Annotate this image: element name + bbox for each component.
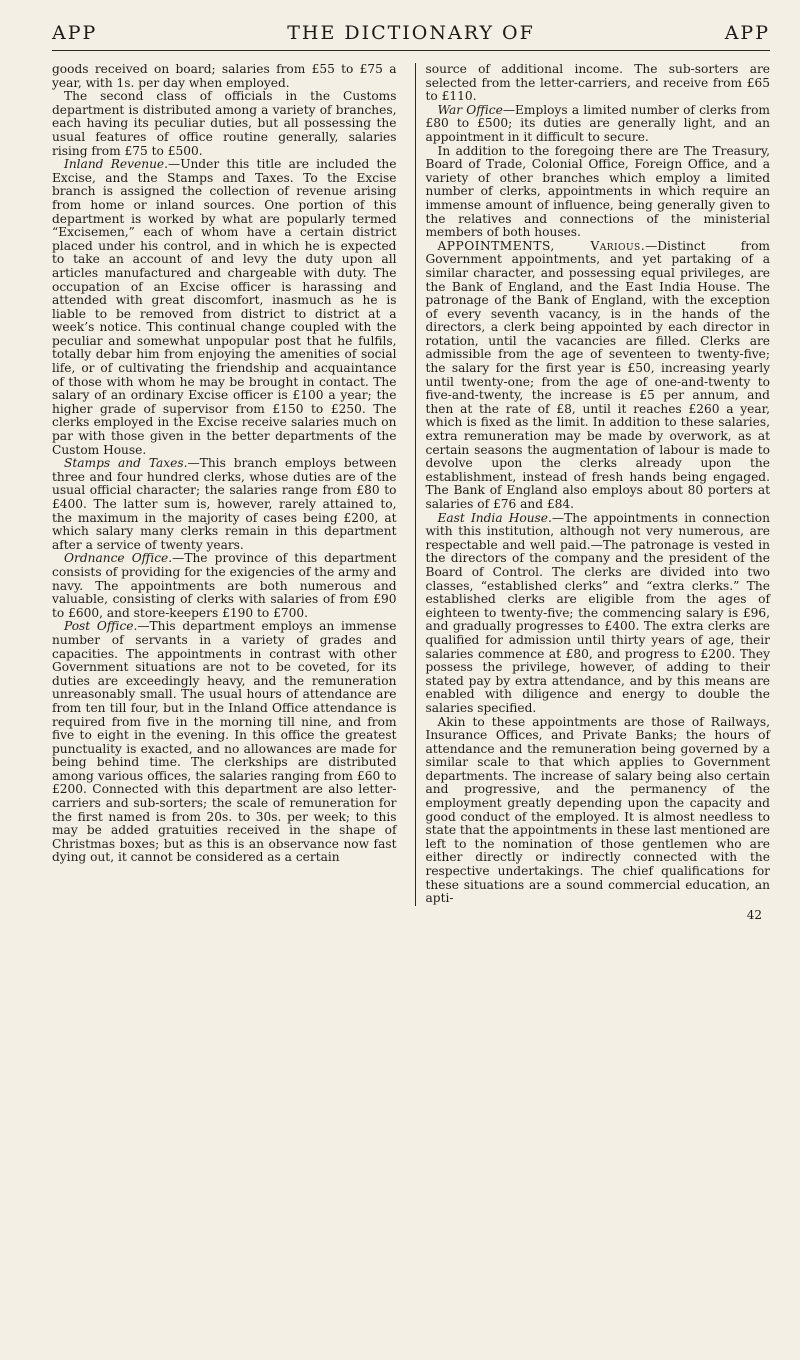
right-column [415,63,771,906]
entry-heading: Ordnance Office. [64,551,173,566]
paragraph [426,716,771,906]
paragraph [52,552,397,620]
entry-heading: APPOINTMENTS, Various. [437,238,646,253]
paragraph [52,63,397,90]
paragraph [426,63,771,104]
paragraph [426,512,771,716]
paragraph [426,145,771,240]
entry-heading: Post Office. [64,619,138,634]
paragraph-text: In addition to the foregoing there are The Treasury, Board of Trade, Colonial Office, Foreign Office, and a variety of other branches which employ a limited number of clerks, appointments in which require an immense amount of influence, being generally given to the relatives and connections of the ministerial members of both houses. [425,143,770,240]
paragraph [52,90,397,158]
header-right: APP [724,22,770,44]
entry-heading: Inland Revenue. [64,157,168,172]
header-left: APP [52,22,98,44]
paragraph-text: —This branch employs between three and four hundred clerks, whose duties are of the usual official character; the salaries range from £80 to £400. The latter sum is, however, rarely attained to, the maximum in the majority of cases being £200, at which salary many clerks remain in this department after a service of twenty years. [52,456,397,552]
paragraph-text: Akin to these appointments are those of Railways, Insurance Offices, and Private Banks; the hours of attendance and the remuneration being governed by a similar scale to that which applies to Government departments. The increase of salary being also certain and progressive, and the permanency of the employment greatly depending upon the capacity and good conduct of the employed. It is almost needless to state that the appointments in these last mentioned are left to the nomination of those gentlemen who are either directly or indirectly connected with the respective undertakings. The chief qualifications for these situations are a sound commercial education, an apti- [425,714,770,906]
paragraph-text: goods received on board; salaries from £55 to £75 a year, with 1s. per day when employed. [52,62,397,90]
paragraph-text: —The province of this department consists of providing for the exigencies of the army and navy. The appointments are both numerous and valuable, consisting of clerks with salaries of from £90 to £600, and store-keepers £190 to £700. [52,551,397,620]
left-column [52,63,397,906]
folio: 42 [746,907,762,922]
header-title: THE DICTIONARY OF [287,22,535,44]
entry-heading: War Office [437,102,503,117]
paragraph [426,240,771,512]
text-columns [52,63,770,906]
paragraph-text: —Under this title are included the Excise, and the Stamps and Taxes. To the Excise branch is assigned the collection of revenue arising from home or inland sources. One portion of this department is worked by what are popularly termed “Excisemen,” each of whom have a certain district placed under his control, and in which he is expected to take an account of and levy the duty upon all articles manufactured and chargeable with duty. The occupation of an Excise officer is harassing and attended with great discomfort, inasmuch as he is liable to be removed from district to district at a week’s notice. This continual change coupled with the peculiar and somewhat unpopular post that he fulfils, totally debar him from enjoying the amenities of social life, or of cultivating the friendship and acquaintance of those with whom he may be brought in contact. The salary of an ordinary Excise officer is £100 a year; the higher grade of supervisor from £150 to £250. The clerks employed in the Excise receive salaries much on par with those given in the better departments of the Custom House. [52,157,397,457]
entry-heading: Stamps and Taxes. [64,456,188,471]
paragraph [52,158,397,457]
paragraph-text: —Distinct from Government appointments, and yet partaking of a similar character, and possessing equal privileges, are the Bank of England, and the East India House. The patronage of the Bank of England, with the exception of every seventh vacancy, is in the hands of the directors, a clerk being appointed by each director in rotation, until the vacancies are filled. Clerks are admissible from the age of seventeen to twenty-five; the salary for the first year is £50, increasing yearly until twenty-one; from the age of one-and-twenty to five-and-twenty, the increase is £5 per annum, and then at the rate of £8, until it reaches £260 a year, which is fixed as the limit. In addition to these salaries, extra remuneration may be made by overwork, as at certain seasons the augmentation of labour is made to devolve upon the clerks already upon the establishment, instead of fresh hands being engaged. The Bank of England also employs about 80 porters at salaries of £76 and £84. [425,238,770,511]
paragraph-text: The second class of officials in the Customs department is distributed among a variety of branches, each having its peculiar duties, but all possessing the usual features of office routine generally, salaries rising from £75 to £500. [52,89,397,158]
paragraph-text: —This department employs an immense number of servants in a variety of grades and capacities. The appointments in contrast with other Government situations are not to be coveted, for its duties are exceedingly heavy, and the remuneration unreasonably small. The usual hours of attendance are from ten till four, but in the Inland Office attendance is required from five in the morning till nine, and from five to eight in the evening. In this office the greatest punctuality is exacted, and no allowances are made for being behind time. The clerkships are distributed among various offices, the salaries ranging from £60 to £200. Connected with this department are also letter-carriers and sub-sorters; the scale of remuneration for the first named is from 20s. to 30s. per week; to this may be added gratuities received in the shape of Christmas boxes; but as this is an observance now fast dying out, it cannot be considered as a certain [52,619,397,865]
paragraph [426,104,771,145]
paragraph [52,620,397,865]
paragraph [52,457,397,552]
entry-heading: East India House. [437,510,552,525]
paragraph-text: source of additional income. The sub-sorters are selected from the letter-carriers, and receive from £65 to £110. [425,62,770,104]
paragraph-text: —Employs a limited number of clerks from £80 to £500; its duties are generally light, and an appointment in it difficult to secure. [425,102,770,144]
paragraph-text: —The appointments in connection with this institution, although not very numerous, are respectable and well paid.—The patronage is vested in the directors of the company and the president of the Board of Control. The clerks are divided into two classes, “established clerks” and “extra clerks.” The established clerks are eligible from the ages of eighteen to twenty-five; the commencing salary is £96, and gradually progresses to £400. The extra clerks are qualified for admission until thirty years of age, their salaries commence at £80, and progress to £200. They possess the privilege, however, of adding to their stated pay by extra attendance, and by this means are enabled with diligence and energy to double the salaries specified. [425,510,770,715]
running-header [52,22,770,51]
